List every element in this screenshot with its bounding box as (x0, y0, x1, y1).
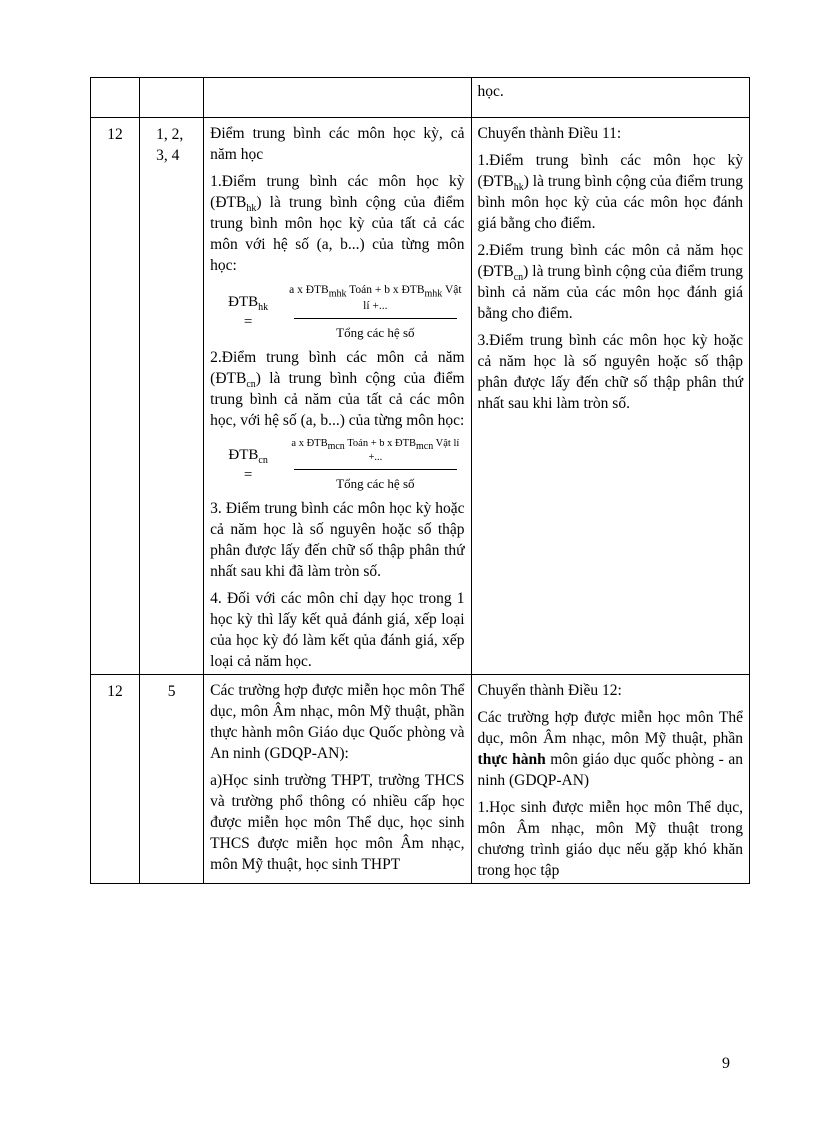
stt-cell: 12 (91, 118, 140, 675)
new-text-cell (471, 78, 749, 118)
formula-numerator: a x $ĐTB_{mcn}$ Toán + b x $ĐTB_{mcn}$ Vật lí +... (291, 438, 460, 463)
paragraph: 1.Điểm trung bình các môn học kỳ $(ĐTB_{hk})$ là trung bình cộng của điểm trung bình môn học kỳ của tất cả các môn với hệ số (a, b...) của từng môn học: (210, 173, 465, 274)
formula-dtb-cn (210, 437, 464, 492)
formula-lhs: $ĐTB_{cn}$ = (228, 446, 268, 483)
page-number: 9 (722, 1055, 730, 1072)
formula-fraction (286, 282, 464, 341)
formula-denominator: Tổng các hệ số (336, 325, 415, 340)
old-text-cell (204, 118, 471, 675)
table-row (91, 675, 750, 884)
continued-text: học. (477, 83, 504, 100)
paragraph: Các trường hợp được miễn học môn Thể dục, môn Âm nhạc, môn Mỹ thuật, phần thực hành môn giáo dục quốc phòng - an ninh (GDQP-AN) (477, 709, 744, 789)
formula-numerator: a x $ĐTB_{mhk}$ Toán + b x $ĐTB_{mhk}$ Vật lí +... (289, 284, 462, 312)
khoan-cell: 1, 2, 3, 4 (140, 118, 204, 675)
paragraph: a)Học sinh trường THPT, trường THCS và trường phổ thông có nhiều cấp học được miễn học môn Thể dục, học sinh THCS được miễn học môn Âm nhạc, môn Mỹ thuật, học sinh THPT (210, 772, 465, 873)
table-row (91, 118, 750, 675)
heading: Chuyển thành Điều 11: (477, 125, 622, 142)
table-row (91, 78, 750, 118)
stt-cell: 12 (91, 675, 140, 884)
formula-denominator: Tổng các hệ số (336, 476, 415, 491)
old-text-cell (204, 675, 471, 884)
paragraph: 1.Học sinh được miễn học môn Thể dục, môn Âm nhạc, môn Mỹ thuật trong chương trình giáo dục nếu gặp khó khăn trong học tập (477, 799, 743, 879)
paragraph: Các trường hợp được miễn học môn Thể dục, môn Âm nhạc, môn Mỹ thuật, phần thực hành môn Giáo dục Quốc phòng và An ninh (GDQP-AN): (210, 682, 465, 762)
paragraph: 3.Điểm trung bình các môn học kỳ hoặc cả năm học là số nguyên hoặc số thập phân được lấy đến chữ số thập phân thứ nhất sau khi làm tròn số. (477, 332, 743, 412)
paragraph: 4. Đối với các môn chỉ dạy học trong 1 học kỳ thì lấy kết quả đánh giá, xếp loại của học kỳ đó làm kết qủa đánh giá, xếp loại cả năm học. (210, 590, 465, 670)
formula-lhs: $ĐTB_{hk}$ = (228, 293, 269, 330)
heading: Điểm trung bình các môn học kỳ, cả năm học (210, 125, 465, 163)
new-text-cell (471, 118, 749, 675)
formula-fraction (286, 437, 464, 492)
fraction-bar (294, 318, 456, 319)
stt-cell (91, 78, 140, 118)
paragraph: 1.Điểm trung bình các môn học kỳ $(ĐTB_{hk})$ là trung bình cộng của điểm trung bình môn học kỳ của các môn học đánh giá bằng cho điểm. (477, 152, 743, 232)
khoan-cell (140, 78, 204, 118)
formula-dtb-hk (210, 282, 464, 341)
heading: Chuyển thành Điều 12: (477, 682, 622, 699)
khoan-cell: 5 (140, 675, 204, 884)
comparison-table (90, 77, 750, 884)
paragraph: 3. Điểm trung bình các môn học kỳ hoặc cả năm học là số nguyên hoặc số thập phân được lấy đến chữ số thập phân thứ nhất sau khi đã làm tròn số. (210, 500, 465, 580)
new-text-cell (471, 675, 749, 884)
old-text-cell (204, 78, 471, 118)
fraction-bar (294, 469, 456, 470)
paragraph: 2.Điểm trung bình các môn cả năm học $(ĐTB_{cn})$ là trung bình cộng của điểm trung bình cả năm của các môn học đánh giá bằng cho điểm. (477, 242, 743, 322)
paragraph: 2.Điểm trung bình các môn cả năm $(ĐTB_{cn})$ là trung bình cộng của điểm trung bình cả năm của tất cả các môn học, với hệ số (a, b...) của từng môn học: (210, 349, 465, 429)
